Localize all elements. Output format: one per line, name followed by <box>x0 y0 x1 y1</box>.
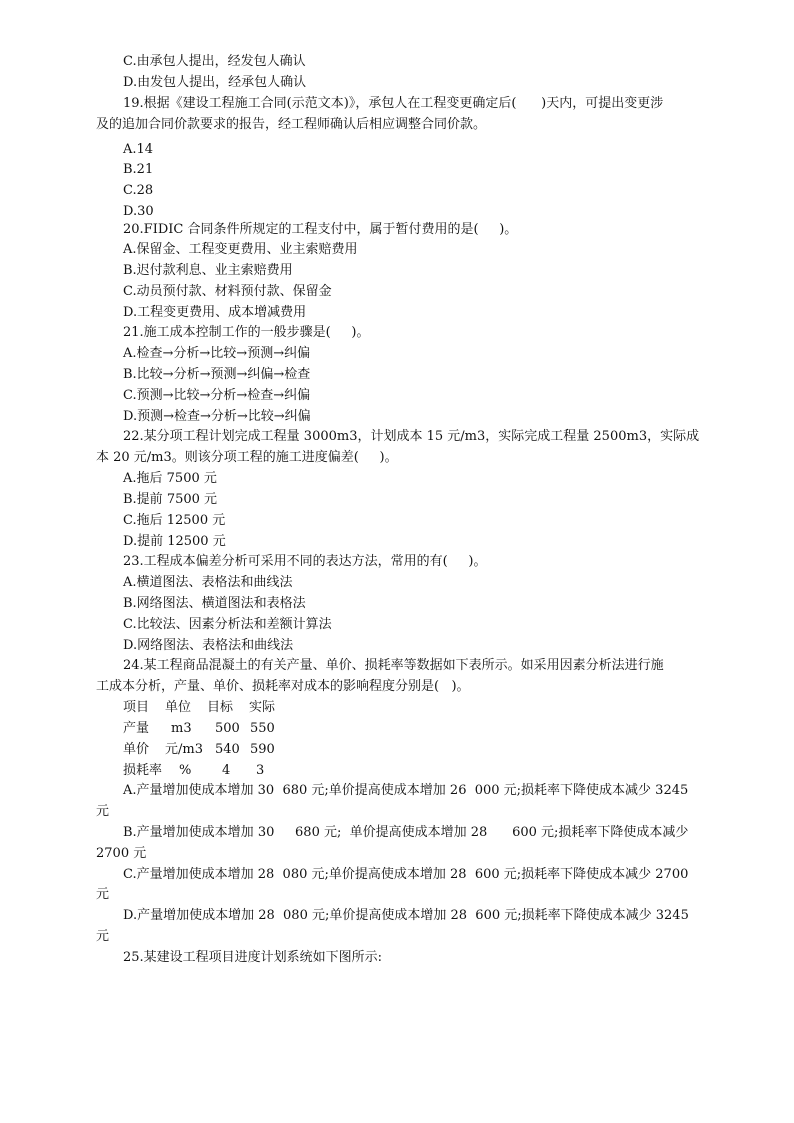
option-b-24: B.产量增加使成本增加 30 680 元; 单价提高使成本增加 28 600 元;损耗率下降使成本减少 <box>123 825 689 840</box>
table-cell: 540 <box>215 742 240 757</box>
table-cell: % <box>179 763 192 778</box>
table-cell: 590 <box>250 742 275 757</box>
option-c-18: C.由承包人提出，经发包人确认 <box>123 54 306 69</box>
table-cell: 产量 <box>123 721 150 736</box>
option-a-24-cont: 元 <box>96 804 110 819</box>
question-22-cont: 本 20 元/m3。则该分项工程的施工进度偏差( )。 <box>96 450 398 465</box>
question-21: 21.施工成本控制工作的一般步骤是( )。 <box>123 325 370 340</box>
table-header-cell: 目标 <box>207 700 234 715</box>
table-header-cell: 实际 <box>249 700 276 715</box>
question-24-cont: 工成本分析，产量、单价、损耗率对成本的影响程度分别是( )。 <box>96 679 470 694</box>
table-cell: 单价 <box>123 742 150 757</box>
table-cell: 4 <box>222 763 231 778</box>
table-header-cell: 项目 <box>123 700 150 715</box>
option-c-21: C.预测→比较→分析→检查→纠偏 <box>123 388 311 403</box>
question-19-cont: 及的追加合同价款要求的报告，经工程师确认后相应调整合同价款。 <box>96 117 487 132</box>
option-b-24-cont: 2700 元 <box>96 846 147 861</box>
option-d-20: D.工程变更费用、成本增减费用 <box>123 305 307 320</box>
option-c-23: C.比较法、因素分析法和差额计算法 <box>123 617 332 632</box>
option-a-22: A.拖后 7500 元 <box>123 471 217 486</box>
option-b-19: B.21 <box>123 162 154 177</box>
table-cell: 500 <box>215 721 240 736</box>
option-c-24: C.产量增加使成本增加 28 080 元;单价提高使成本增加 28 600 元;损耗率下降使成本减少 2700 <box>123 867 689 882</box>
option-d-23: D.网络图法、表格法和曲线法 <box>123 638 294 653</box>
table-cell: m3 <box>171 721 192 736</box>
question-20: 20.FIDIC 合同条件所规定的工程支付中，属于暂付费用的是( )。 <box>123 222 518 237</box>
option-d-18: D.由发包人提出，经承包人确认 <box>123 75 307 90</box>
option-c-24-cont: 元 <box>96 887 110 902</box>
table-header-cell: 单位 <box>165 700 192 715</box>
option-a-21: A.检查→分析→比较→预测→纠偏 <box>123 346 311 361</box>
option-b-22: B.提前 7500 元 <box>123 492 218 507</box>
option-b-23: B.网络图法、横道图法和表格法 <box>123 596 306 611</box>
table-cell: 550 <box>250 721 275 736</box>
question-23: 23.工程成本偏差分析可采用不同的表达方法，常用的有( )。 <box>123 554 487 569</box>
question-24: 24.某工程商品混凝土的有关产量、单价、损耗率等数据如下表所示。如采用因素分析法进行施 <box>123 658 664 673</box>
option-c-22: C.拖后 12500 元 <box>123 513 226 528</box>
option-d-22: D.提前 12500 元 <box>123 534 226 549</box>
option-d-24-cont: 元 <box>96 929 110 944</box>
option-a-24: A.产量增加使成本增加 30 680 元;单价提高使成本增加 26 000 元;损耗率下降使成本减少 3245 <box>123 783 689 798</box>
option-c-19: C.28 <box>123 183 154 198</box>
question-22: 22.某分项工程计划完成工程量 3000m3，计划成本 15 元/m3，实际完成工程量 2500m3，实际成 <box>123 429 700 444</box>
question-19: 19.根据《建设工程施工合同(示范文本)》，承包人在工程变更确定后( )天内，可提出变更涉 <box>123 96 664 111</box>
option-b-21: B.比较→分析→预测→纠偏→检查 <box>123 367 311 382</box>
option-c-20: C.动员预付款、材料预付款、保留金 <box>123 284 332 299</box>
option-d-24: D.产量增加使成本增加 28 080 元;单价提高使成本增加 28 600 元;损耗率下降使成本减少 3245 <box>123 908 689 923</box>
table-cell: 3 <box>256 763 265 778</box>
table-cell: 元/m3 <box>165 742 203 757</box>
option-a-23: A.横道图法、表格法和曲线法 <box>123 575 293 590</box>
table-cell: 损耗率 <box>123 763 163 778</box>
option-d-21: D.预测→检查→分析→比较→纠偏 <box>123 409 311 424</box>
option-a-19: A.14 <box>123 142 154 157</box>
option-b-20: B.迟付款利息、业主索赔费用 <box>123 263 293 278</box>
option-a-20: A.保留金、工程变更费用、业主索赔费用 <box>123 242 358 257</box>
question-25: 25.某建设工程项目进度计划系统如下图所示: <box>123 950 383 965</box>
option-d-19: D.30 <box>123 204 154 219</box>
